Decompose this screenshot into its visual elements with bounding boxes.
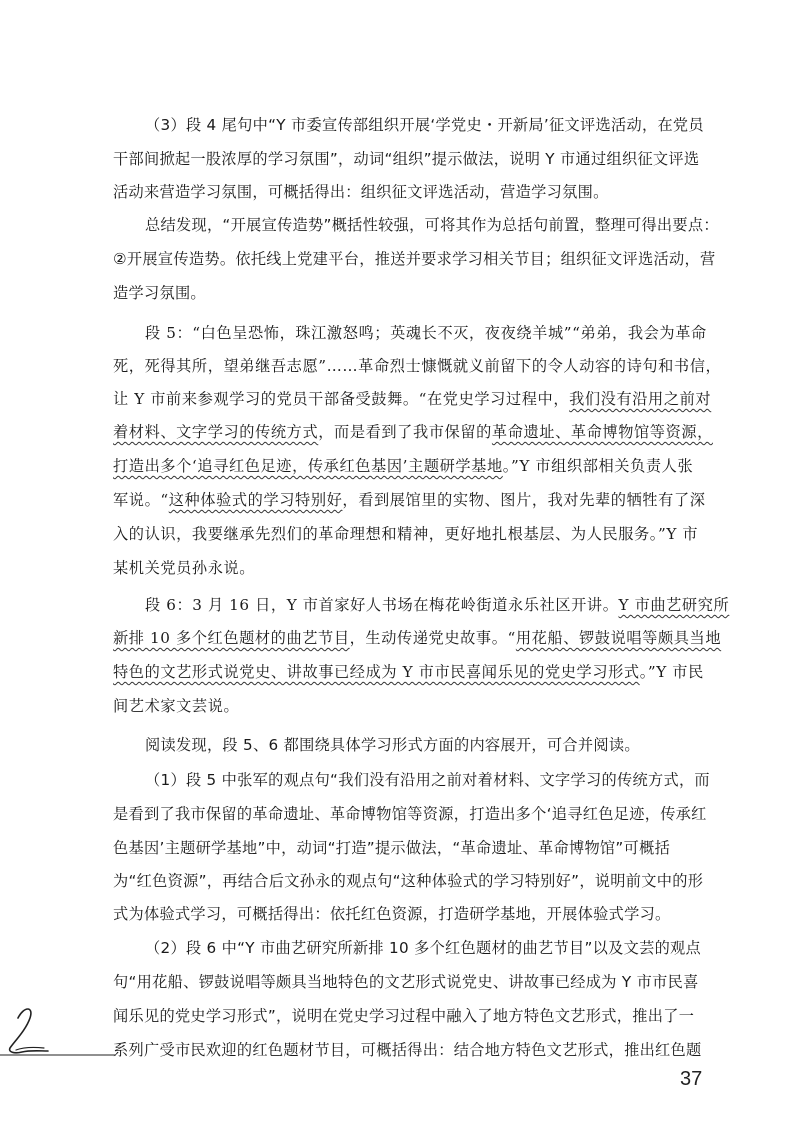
underlined-phrase: 特色的文艺形式说党史、讲故事已经成为 Y 市市民喜闻乐见的党史学习形式: [113, 663, 640, 681]
block4-line1: （1）段 5 中张军的观点句“我们没有沿用之前对着材料、文字学习的传统方式，而: [145, 771, 710, 789]
underlined-phrase: 革命遗址、革命博物馆等资源，: [491, 423, 713, 441]
block3-line1: 阅读发现，段 5、6 都围绕具体学习形式方面的内容展开，可合并阅读。: [145, 736, 640, 754]
pen-mark-icon: [0, 1000, 120, 1060]
para5-line2: 死，死得其所，望弟继吾志愿”……革命烈士慷慨就义前留下的令人动容的诗句和书信，: [113, 357, 722, 375]
para6-line2: 新排 10 多个红色题材的曲艺节目，生动传递党史故事。“用花船、锣鼓说唱等颇具当地: [113, 629, 722, 647]
underlined-phrase: 我们没有沿用之前对: [569, 390, 712, 408]
para5-line6: 军说。“这种体验式的学习特别好，看到展馆里的实物、图片，我对先辈的牺牲有了深: [113, 491, 706, 509]
para5-line7: 入的认识，我要继承先烈们的革命理想和精神，更好地扎根基层、为人民服务。”Y 市: [113, 525, 699, 543]
underlined-phrase: Y 市曲艺研究所: [618, 596, 730, 614]
underlined-phrase: 打造出多个‘追寻红色足迹，传承红色基因’主题研学基地: [113, 457, 503, 475]
block5-line1: （2）段 6 中“Y 市曲艺研究所新排 10 多个红色题材的曲艺节目”以及文芸的观点: [145, 939, 702, 957]
underlined-phrase: 着材料、文字学习的传统方式: [113, 423, 319, 441]
block4-line3: 色基因’主题研学基地”中，动词“打造”提示做法，“革命遗址、革命博物馆”可概括: [113, 839, 671, 857]
block2-line1: 总结发现，“开展宣传造势”概括性较强，可将其作为总括句前置，整理可得出要点：: [145, 216, 719, 234]
para5-line5: 打造出多个‘追寻红色足迹，传承红色基因’主题研学基地。”Y 市组织部相关负责人张: [113, 457, 694, 475]
underlined-phrase: 用花船、锣鼓说唱等颇具当地: [515, 629, 722, 647]
block1-line3: 活动来营造学习氛围，可概括得出：组织征文评选活动，营造学习氛围。: [113, 183, 609, 201]
underlined-phrase: 新排 10 多个红色题材的曲艺节目: [113, 629, 350, 647]
para5-line4: 着材料、文字学习的传统方式，而是看到了我市保留的革命遗址、革命博物馆等资源，: [113, 423, 713, 441]
block2-line2: ②开展宣传造势。依托线上党建平台，推送并要求学习相关节目；组织征文评选活动，营: [113, 250, 716, 268]
block1-line2: 干部间掀起一股浓厚的学习氛围”，动词“组织”提示做法，说明 Y 市通过组织征文评选: [113, 150, 700, 168]
block4-line4: 为“红色资源”，再结合后文孙永的观点句“这种体验式的学习特别好”，说明前文中的形: [113, 872, 704, 890]
block4-line5: 式为体验式学习，可概括得出：依托红色资源，打造研学基地，开展体验式学习。: [113, 905, 671, 923]
block5-line2: 句“用花船、锣鼓说唱等颇具当地特色的文艺形式说党史、讲故事已经成为 Y 市市民喜: [113, 973, 699, 991]
para5-line1: 段 5：“白色呈恐怖，珠江激怒鸣；英魂长不灭，夜夜绕羊城”“弟弟，我会为革命: [145, 324, 707, 342]
para5-line3: 让 Y 市前来参观学习的党员干部备受鼓舞。“在党史学习过程中，我们没有沿用之前对: [113, 390, 712, 408]
block4-line2: 是看到了我市保留的革命遗址、革命博物馆等资源，打造出多个‘追寻红色足迹，传承红: [113, 805, 707, 823]
para6-line1: 段 6：3 月 16 日，Y 市首家好人书场在梅花岭街道永乐社区开讲。Y 市曲艺研究所: [145, 596, 730, 614]
para6-line3: 特色的文艺形式说党史、讲故事已经成为 Y 市市民喜闻乐见的党史学习形式。”Y 市民: [113, 663, 704, 681]
block1-line1: （3）段 4 尾句中“Y 市委宣传部组织开展‘学党史・开新局’征文评选活动，在党员: [145, 116, 704, 134]
para6-line4: 间艺术家文芸说。: [113, 697, 240, 715]
underlined-phrase: 这种体验式的学习特别好: [168, 491, 343, 509]
block5-line4: 系列广受市民欢迎的红色题材节目，可概括得出：结合地方特色文艺形式，推出红色题: [113, 1041, 702, 1059]
page-number: 37: [680, 1068, 703, 1090]
block5-line3: 闻乐见的党史学习形式”，说明在党史学习过程中融入了地方特色文艺形式，推出了一: [113, 1007, 695, 1025]
block2-line3: 造学习氛围。: [113, 284, 206, 302]
para5-line8: 某机关党员孙永说。: [113, 559, 256, 577]
